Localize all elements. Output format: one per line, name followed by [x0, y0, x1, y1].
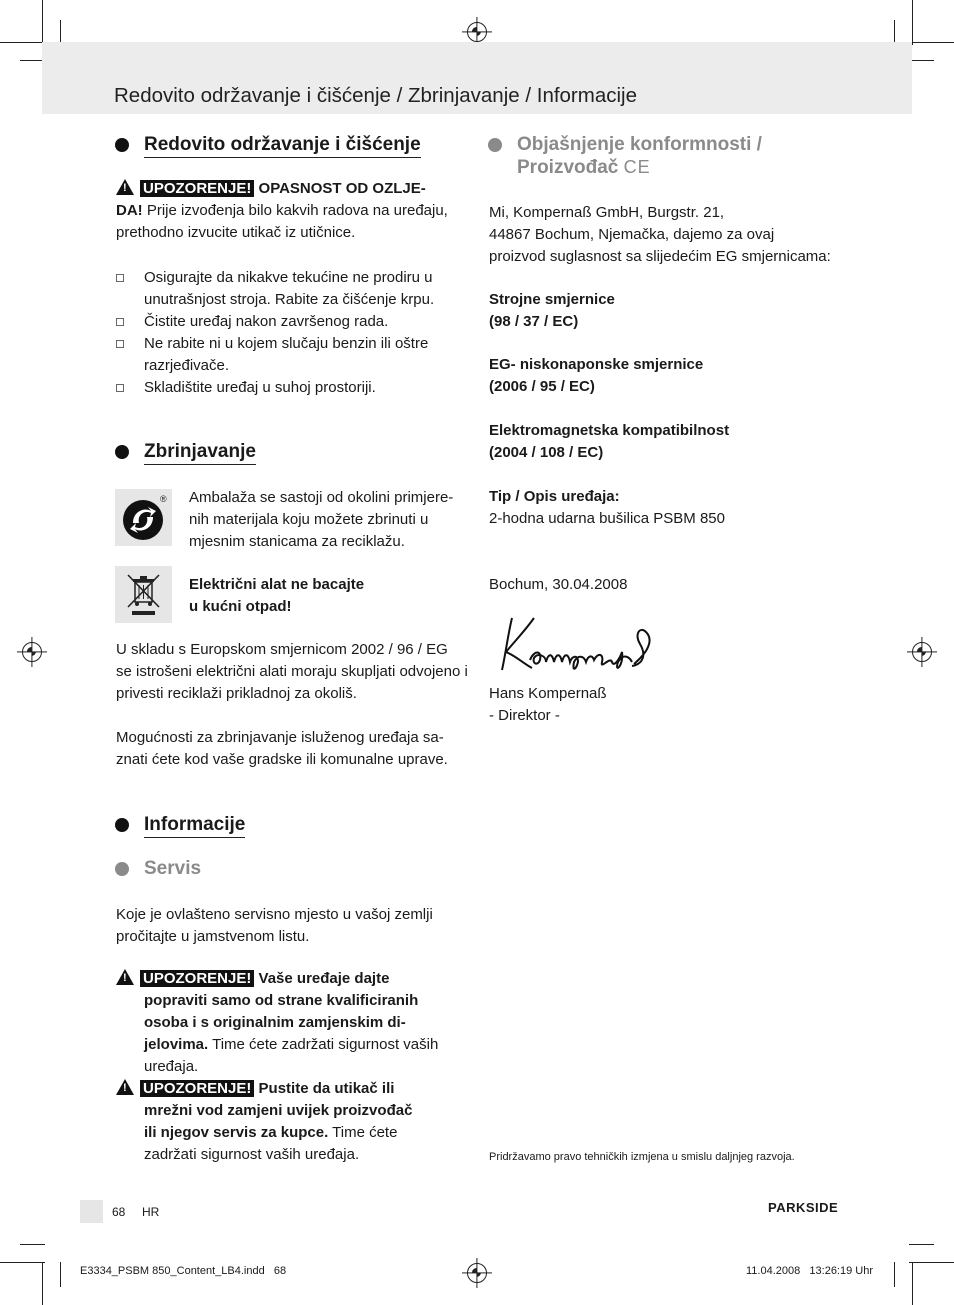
bullet-icon [115, 138, 129, 152]
crop-mark [912, 1262, 913, 1305]
bullet-icon [115, 818, 129, 832]
list-item: Skladištite uređaj u suhoj prostoriji. [116, 377, 456, 399]
crossed-bin-icon [115, 566, 172, 623]
crop-mark [909, 1262, 954, 1263]
weee-text: Električni alat ne bacajte u kućni otpad! [189, 576, 365, 615]
section-heading-information: Informacije [144, 814, 245, 838]
bullet-icon [115, 862, 129, 876]
checkbox-square-icon [116, 340, 124, 348]
warning-text-cont: prethodno izvucite utikač iz utičnice. [116, 224, 356, 241]
manufacturer-address: Mi, Kompernaß GmbH, Burgstr. 21, 44867 Bochum, Njemačka, dajemo za ovaj proizvod suglasnost sa slijedećim EG smjernicama: [489, 204, 831, 265]
list-item: Ne rabite ni u kojem slučaju benzin ili oštre razrjeđivače. [116, 333, 456, 377]
crop-mark [20, 1244, 45, 1245]
checkbox-square-icon [116, 274, 124, 282]
warning-text: Prije izvođenja bilo kakvih radova na uređaju, [142, 202, 448, 219]
warning-triangle-icon: ! [116, 179, 134, 195]
warning-tag: UPOZORENJE! [140, 180, 254, 197]
bullet-icon [115, 445, 129, 459]
registered-mark: ® [160, 494, 167, 504]
list-item: Čistite uređaj nakon završenog rada. [116, 311, 456, 333]
disclaimer-text: Pridržavamo pravo tehničkih izmjena u smislu daljnjeg razvoja. [489, 1151, 795, 1163]
registration-mark-icon [912, 642, 932, 662]
directive-low-voltage: EG- niskonaponske smjernice (2006 / 95 / EC) [489, 356, 704, 395]
directive-machinery: Strojne smjernice (98 / 37 / EC) [489, 291, 615, 330]
service-text: Koje je ovlašteno servisno mjesto u vašoj zemlji pročitajte u jamstvenom listu. [116, 906, 433, 945]
brand-logo: PARKSIDE [768, 1200, 839, 1215]
ce-mark: CE [623, 157, 651, 177]
warning-block: ! UPOZORENJE! Vaše uređaje dajte popraviti samo od strane kvalificiranih osoba i s originalnim zamjenskim di- jelovima. Time ćete zadržati sigurnost vaših uređaja. [116, 968, 476, 1078]
section-heading-service: Servis [144, 858, 201, 880]
list-item: Osigurajte da nikakve tekućine ne prodiru u unutrašnjost stroja. Rabite za čišćenje krpu. [116, 267, 456, 311]
warning-block: ! UPOZORENJE! Pustite da utikač ili mrežni vod zamjeni uvijek proizvođač ili njegov servis za kupce. Time ćete zadržati sigurnost vaših uređaja. [116, 1078, 476, 1166]
page-number: 68 [112, 1205, 126, 1219]
file-info: E3334_PSBM 850_Content_LB4.indd 68 [80, 1265, 287, 1277]
checkbox-square-icon [116, 384, 124, 392]
crop-mark [60, 1262, 61, 1287]
crop-mark [42, 0, 43, 45]
signer-name: Hans Kompernaß - Direktor - [489, 685, 607, 724]
device-type: Tip / Opis uređaja: 2-hodna udarna bušilica PSBM 850 [489, 488, 725, 527]
crop-mark [0, 1262, 45, 1263]
warning-triangle-icon: ! [116, 1079, 134, 1095]
crop-mark [909, 60, 934, 61]
crop-mark [912, 0, 913, 45]
crop-mark [909, 1244, 934, 1245]
warning-heading: OPASNOST OD OZLJE- [258, 180, 426, 197]
warning-triangle-icon: ! [116, 969, 134, 985]
warning-tag: UPOZORENJE! [140, 970, 254, 987]
disposal-options-text: Mogućnosti za zbrinjavanje isluženog uređaja sa- znati ćete kod vaše gradske ili komunalne uprave. [116, 729, 448, 768]
section-heading-disposal: Zbrinjavanje [144, 441, 256, 465]
registration-mark-icon [22, 642, 42, 662]
crop-mark [909, 42, 954, 43]
checkbox-square-icon [116, 318, 124, 326]
section-heading-conformity: Objašnjenje konformnosti / Proizvođač CE [517, 134, 762, 179]
directive-emc: Elektromagnetska kompatibilnost (2004 / 108 / EC) [489, 422, 730, 461]
print-timestamp: 11.04.2008 13:26:19 Uhr [746, 1265, 874, 1277]
page-title: Redovito održavanje i čišćenje / Zbrinjavanje / Informacije [114, 84, 638, 107]
place-date: Bochum, 30.04.2008 [489, 576, 628, 593]
registration-mark-icon [467, 22, 487, 42]
warning-heading-cont: DA! [116, 202, 143, 219]
warning-tag: UPOZORENJE! [140, 1080, 254, 1097]
signature-icon [494, 612, 656, 674]
section-heading-maintenance: Redovito održavanje i čišćenje [144, 134, 421, 158]
packaging-text: Ambalaža se sastoji od okolini primjere- nih materijala koju možete zbrinuti u mjesnim stanicama za reciklažu. [189, 489, 454, 550]
language-code: HR [142, 1205, 160, 1219]
crop-mark [894, 1262, 895, 1287]
warning-block [116, 178, 476, 244]
crop-mark [42, 1262, 43, 1305]
bullet-icon [488, 138, 502, 152]
eu-directive-text: U skladu s Europskom smjernicom 2002 / 96 / EG se istrošeni električni alati moraju skupljati odvojeno i privesti reciklaži prikladnoj za okoliš. [116, 641, 468, 702]
crop-mark [0, 42, 45, 43]
page-number-box [80, 1200, 103, 1223]
registration-mark-icon [467, 1263, 487, 1283]
